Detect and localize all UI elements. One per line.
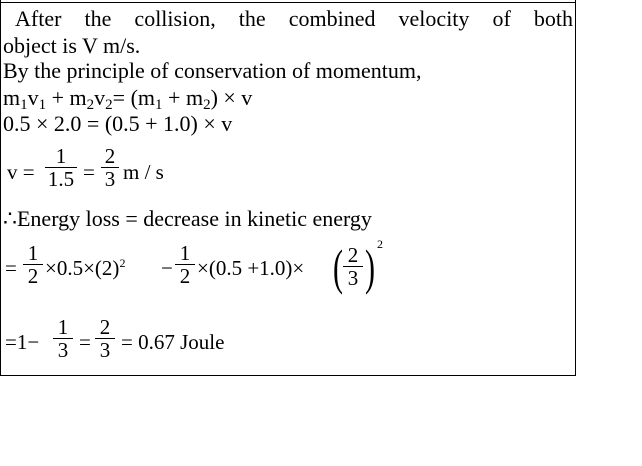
calc-fraction-1: 1 2	[23, 242, 43, 287]
text-line-1: After the collision, the combined velocity of both	[15, 6, 573, 31]
velocity-unit: m / s	[123, 160, 164, 184]
momentum-equation: $m_1v_1 + m_2v_2= (m_1 + m_2) \times v$	[3, 85, 253, 113]
energy-loss-statement: ∴Energy loss = decrease in kinetic energy	[3, 206, 372, 231]
velocity-lhs: v =	[7, 160, 35, 184]
text-line-2: object is V m/s.	[3, 33, 141, 58]
solution-box: After the collision, the combined velocity of both object is V m/s. By the principle of conservation of momentum, $m_1v_1 + m_2v_2= (m_1 + m_2) \times v$ 0.5 × 2.0 = (0.5 + 1.0) × v v = 1 1.5 = 2 3 m / s ∴Energy loss = decrease in kinetic energy = 1 2 $\times 0.5\times(2)^2$ − 1 2 ×(0.5 +1.0)× ( 2 3 ) 2 =1− 1 3 = 2 3 = 0.67 Joule	[0, 0, 576, 376]
substitution-equation: 0.5 × 2.0 = (0.5 + 1.0) × v	[3, 111, 233, 136]
velocity-fraction-2: 2 3	[101, 145, 119, 190]
calc-fraction-2: 1 2	[175, 242, 195, 287]
result-fraction-2: 2 3	[95, 316, 115, 361]
velocity-fraction-1: 1 1.5	[45, 145, 77, 190]
result-fraction-1: 1 3	[53, 316, 73, 361]
result-value: = 0.67 Joule	[121, 330, 225, 354]
left-paren: (	[333, 239, 343, 295]
right-paren: )	[365, 239, 375, 295]
text-line-3: By the principle of conservation of momentum,	[3, 58, 422, 83]
calc-fraction-3: 2 3	[343, 244, 363, 289]
